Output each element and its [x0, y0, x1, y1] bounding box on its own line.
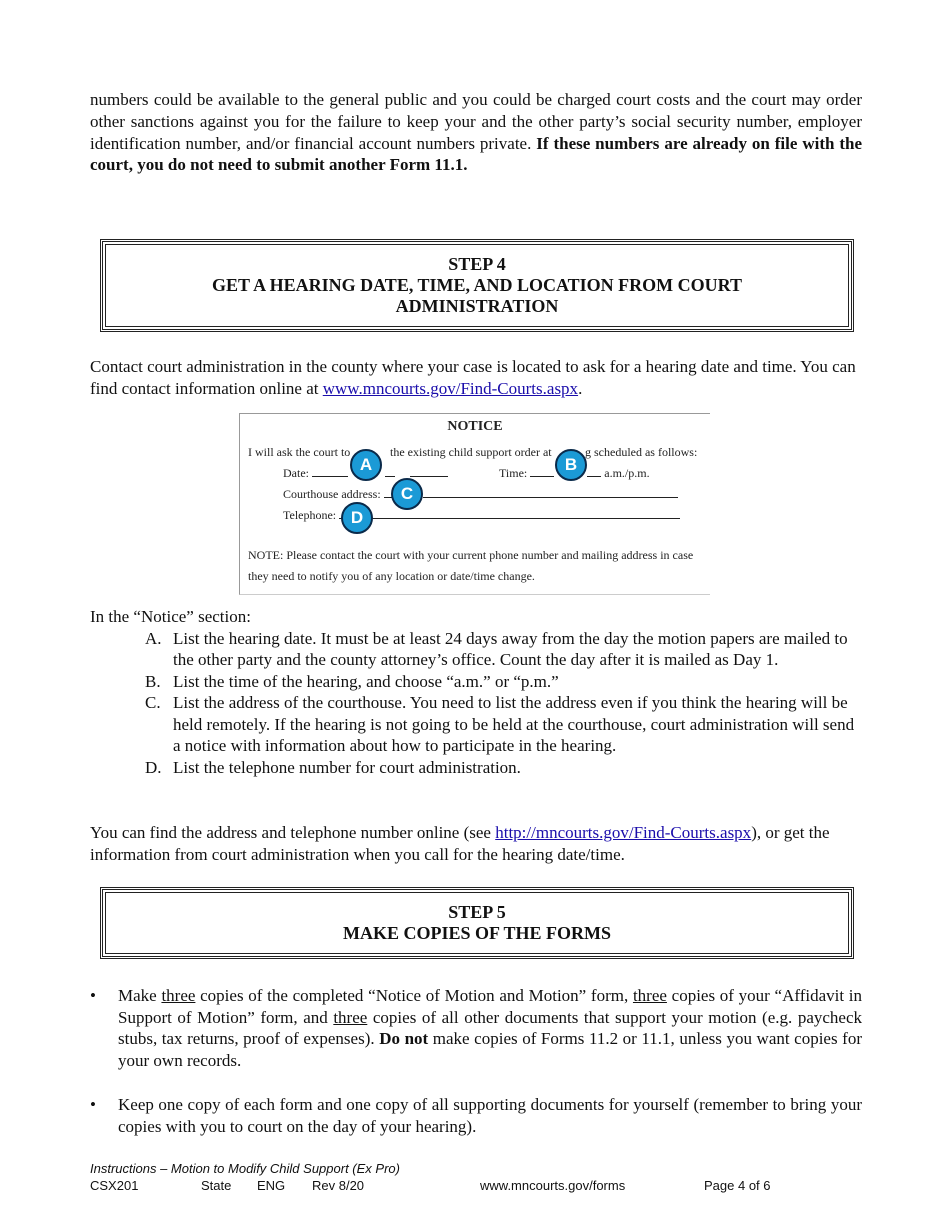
footer-form-code: CSX201: [90, 1178, 139, 1193]
find-info-paragraph: You can find the address and telephone number online (see http://mncourts.gov/Find-Courts.aspx), or get the information from court administration when you call for the hearing date/time.: [90, 823, 830, 864]
notice-example: NOTICE I will ask the court to the existing child support order at g scheduled as follows: Date: Time: a.m./p.m. Courthouse address: Telephone: NOTE: Please contact the court with your current phone number and mailing address in case they need to notify you of any location or date/time change.: [239, 413, 710, 595]
intro-bold-text: If these numbers are already on file with the court, you do not need to submit another Form 11.1.: [90, 133, 863, 175]
list-item: A. List the hearing date. It must be at least 24 days away from the day the motion papers are mailed to the other party and the county attorney’s office. Count the day after it is mailed as Day 1.: [145, 628, 848, 669]
list-item: • Keep one copy of each form and one copy of all supporting documents for yourself (remember to bring your copies with you to court on the day of your hearing).: [90, 1095, 862, 1136]
footer-site: www.mncourts.gov/forms: [480, 1178, 626, 1193]
step5-box: [100, 887, 854, 959]
notice-phone-line: Telephone:: [283, 508, 680, 523]
notice-date-line: Date:: [283, 466, 448, 481]
list-item: • Make three copies of the completed “Notice of Motion and Motion” form, three copies of your “Affidavit in Support of Motion” form, and three copies of all other documents that support your motion (e.g. paycheck stubs, tax returns, proof of expenses). Do not make copies of Forms 11.2 or 11.1, unless you want copies for your own records.: [90, 986, 863, 1070]
step4-box: [100, 239, 854, 332]
notice-section-instructions: [90, 606, 862, 778]
notice-title: NOTICE: [447, 419, 503, 434]
step4-subtitle: GET A HEARING DATE, TIME, AND LOCATION FROM COURT ADMINISTRATION: [211, 275, 743, 316]
notice-line1: I will ask the court to: [248, 445, 351, 459]
list-item: C. List the address of the courthouse. You need to list the address even if you think the hearing will be held remotely. If the hearing is not going to be held at the courthouse, court administration will send a notice with information about how to participate in the hearing.: [145, 693, 855, 755]
intro-text: numbers could be available to the general public and you could be charged court costs and the court may order other sanctions against you for the failure to keep your and the other party’s social security number, employer identification number, and/or financial account numbers private.: [90, 90, 862, 153]
find-courts-url-link[interactable]: http://mncourts.gov/Find-Courts.aspx: [495, 823, 752, 842]
notice-note-line1: NOTE: Please contact the court with your current phone number and mailing address in case: [248, 548, 694, 562]
notice-address-line: Courthouse address:: [283, 487, 678, 502]
contact-text: Contact court administration in the county where your case is located to ask for a hearing date and time. You can find contact information online at: [90, 357, 856, 398]
callout-badge-c: C: [391, 478, 423, 510]
footer-page-number: Page 4 of 6: [704, 1178, 771, 1193]
list-item: D. List the telephone number for court administration.: [145, 757, 521, 777]
notice-time-line: Time: a.m./p.m.: [499, 466, 650, 480]
contact-paragraph: Contact court administration in the county where your case is located to ask for a hearing date and time. You can find contact information online at www.mncourts.gov/Find-Courts.aspx.: [90, 357, 856, 398]
list-item: B. List the time of the hearing, and choose “a.m.” or “p.m.”: [145, 671, 559, 691]
callout-badge-b: B: [555, 449, 587, 481]
step5-title: STEP 5: [448, 902, 506, 922]
intro-paragraph: [90, 89, 862, 176]
find-courts-link[interactable]: www.mncourts.gov/Find-Courts.aspx: [322, 378, 579, 398]
step4-title: STEP 4: [448, 254, 506, 274]
callout-badge-a: A: [350, 449, 382, 481]
footer-title: Instructions – Motion to Modify Child Support (Ex Pro): [90, 1161, 400, 1176]
callout-badge-d: D: [341, 502, 373, 534]
notice-note-line2: they need to notify you of any location or date/time change.: [248, 569, 535, 583]
copies-bullets: [90, 985, 862, 1137]
step5-subtitle: MAKE COPIES OF THE FORMS: [342, 923, 612, 943]
notice-section-intro: In the “Notice” section:: [90, 607, 251, 626]
